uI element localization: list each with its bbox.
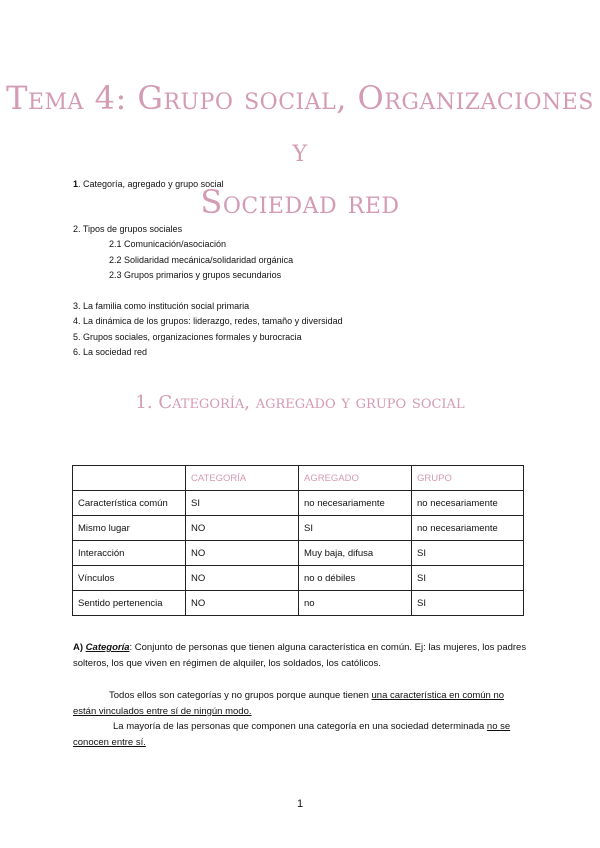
toc-item-2-3: 2.3 Grupos primarios y grupos secundarios [109, 270, 282, 280]
section-1-title: 1. Categoría, agregado y grupo social [135, 392, 465, 413]
toc-item-2: 2. Tipos de grupos sociales [73, 223, 183, 234]
title-line-1: Tema 4: Grupo social, Organizaciones y [6, 79, 594, 169]
table-header-cell: GRUPO [412, 466, 524, 491]
table-cell: SI [412, 566, 524, 591]
table-header-row [73, 466, 524, 491]
table-row [73, 566, 524, 591]
toc-item-6: 6. La sociedad red [73, 347, 148, 357]
toc-item-1 [73, 177, 343, 193]
table-cell: Vínculos [73, 566, 186, 591]
table-cell: NO [186, 591, 299, 616]
comparison-table [72, 465, 524, 616]
table-cell: Muy baja, difusa [299, 541, 412, 566]
paragraph-text: La mayoría de las personas que componen una categoría en una sociedad determinada [113, 721, 487, 732]
table-header-cell: AGREGADO [299, 466, 412, 491]
table-cell: no o débiles [299, 566, 412, 591]
table-row [73, 591, 524, 616]
table-cell: no necesariamente [299, 491, 412, 516]
toc-item-2-1: 2.1 Comunicación/asociación [109, 239, 227, 249]
paragraph-explanation [73, 688, 528, 719]
paragraph-label: A) [73, 642, 86, 653]
table-of-contents [73, 177, 343, 361]
toc-item-4: 4. La dinámica de los grupos: liderazgo, redes, tamaño y diversidad [73, 316, 343, 326]
table-row [73, 491, 524, 516]
paragraph-majority [73, 719, 528, 750]
table-cell: SI [412, 591, 524, 616]
table-cell: SI [186, 491, 299, 516]
table-cell: NO [186, 566, 299, 591]
underlined-text: no se conocen entre sí. [73, 721, 511, 748]
title-line-2: Sociedad red [200, 183, 400, 221]
table-cell: no necesariamente [412, 516, 524, 541]
table-row [73, 516, 524, 541]
paragraph-text: : Conjunto de personas que tienen alguna característica en común. Ej: las mujeres, los padres solteros, los que viven en régimen de alquiler, los soldados, los católicos. [73, 642, 527, 669]
table-cell: NO [186, 516, 299, 541]
term-categoria: Categoría [85, 642, 130, 653]
table-cell: SI [412, 541, 524, 566]
toc-item-1-text: . Categoría, agregado y grupo social [78, 179, 224, 189]
table-cell: Sentido pertenencia [73, 591, 186, 616]
toc-item-3: 3. La familia como institución social primaria [73, 300, 250, 311]
underlined-text: una característica en común no están vinculados entre sí de ningún modo. [73, 690, 505, 717]
table-cell: Mismo lugar [73, 516, 186, 541]
toc-item-5: 5. Grupos sociales, organizaciones formales y burocracia [73, 331, 302, 342]
table-header-cell [73, 466, 186, 491]
table-cell: Característica común [73, 491, 186, 516]
page-number: 1 [296, 798, 304, 810]
table-cell: NO [186, 541, 299, 566]
table-cell: Interacción [73, 541, 186, 566]
table-header-cell: CATEGORÍA [186, 466, 299, 491]
paragraph-text: Todos ellos son categorías y no grupos porque aunque tienen [109, 690, 372, 701]
toc-item-2-2: 2.2 Solidaridad mecánica/solidaridad orgánica [109, 254, 294, 265]
table-row [73, 541, 524, 566]
toc-item-1-number: 1 [73, 179, 79, 189]
paragraph-categoria [73, 640, 528, 671]
table-cell: no [299, 591, 412, 616]
table-cell: SI [299, 516, 412, 541]
table-cell: no necesariamente [412, 491, 524, 516]
